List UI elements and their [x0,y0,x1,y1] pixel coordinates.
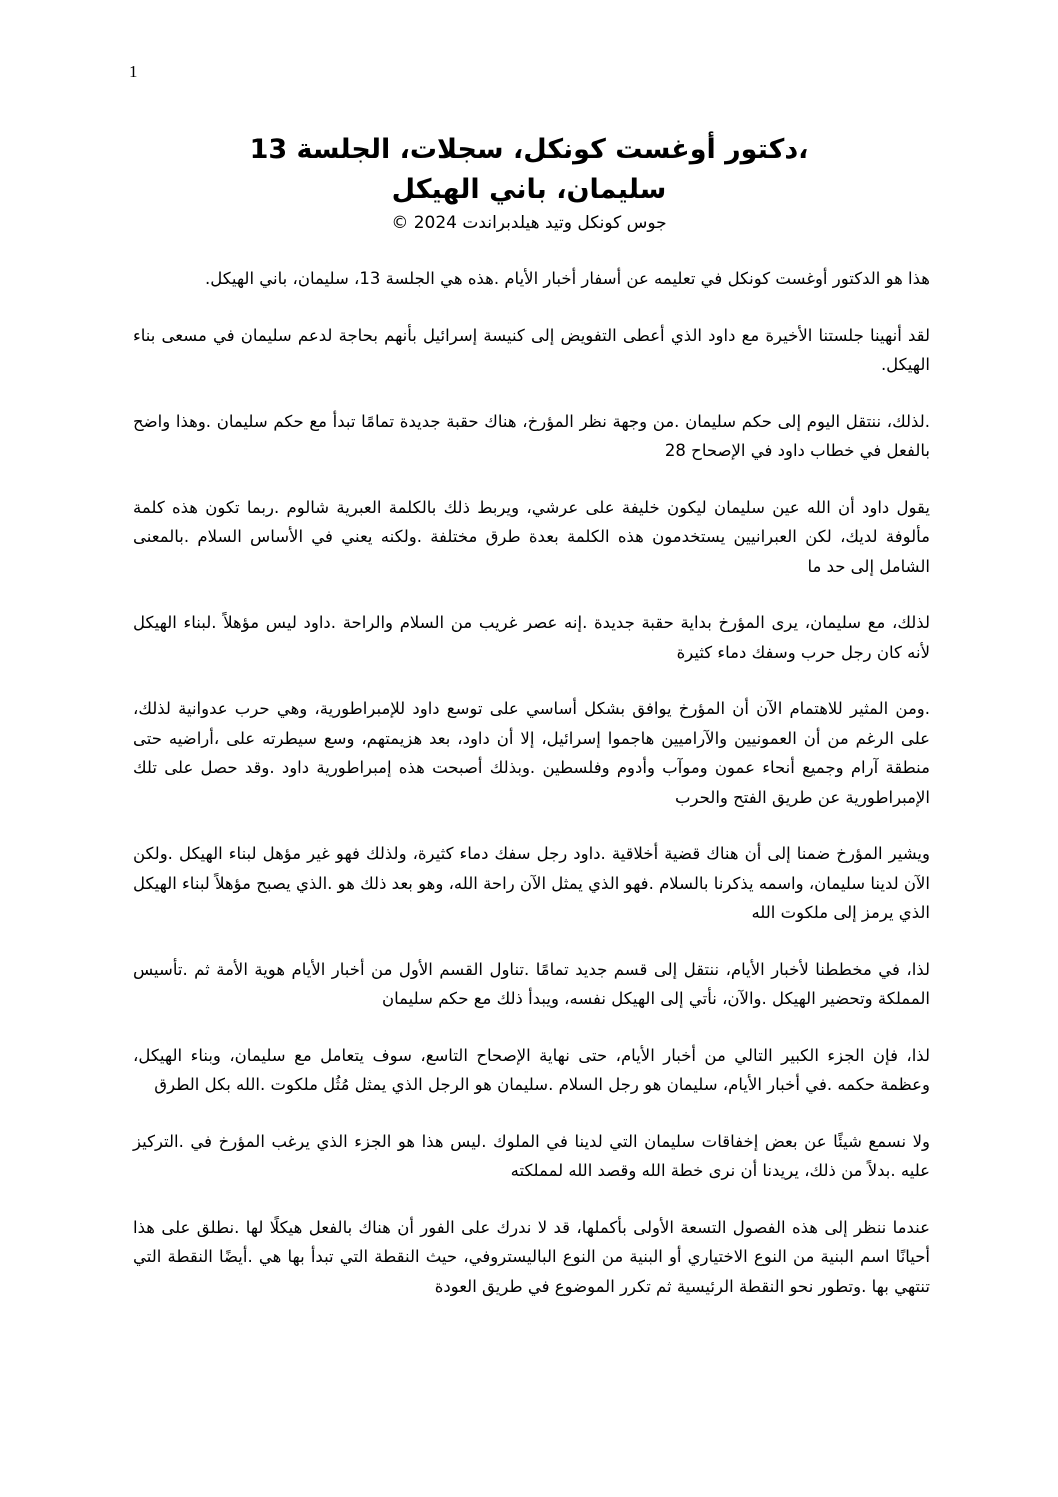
title-block [150,130,908,236]
paragraph: ولا نسمع شيئًا عن بعض إخفاقات سليمان التي لدينا في الملوك .ليس هذا هو الجزء الذي يرغب المؤرخ في .التركيز عليه .بدلاً من ذلك، يريدنا أن نرى خطة الله وقصد الله لمملكته [133,1131,930,1180]
document-title-line-1: ،دكتور أوغست كونكل، سجلات، الجلسة 13 [249,134,809,165]
paragraph: يقول داود أن الله عين سليمان ليكون خليفة على عرشي، ويربط ذلك بالكلمة العبرية شالوم .ربما تكون هذه كلمة مألوفة لديك، لكن العبرانيين يستخدمون هذه الكلمة بعدة طرق مختلفة .ولكنه يعني في الأساس السلام .بالمعنى الشامل إلى حد ما [133,497,930,576]
document-title-line-2: سليمان، باني الهيكل [391,174,667,205]
document-body [133,264,930,1328]
paragraph: هذا هو الدكتور أوغست كونكل في تعليمه عن أسفار أخبار الأيام .هذه هي الجلسة 13، سليمان، باني الهيكل. [205,269,930,288]
paragraph: لذا، فإن الجزء الكبير التالي من أخبار الأيام، حتى نهاية الإصحاح التاسع، سوف يتعامل مع سليمان، وبناء الهيكل، وعظمة حكمه .في أخبار الأيام، سليمان هو رجل السلام .سليمان هو الرجل الذي يمثل مُثُل ملكوت .الله بكل الطرق [133,1045,930,1094]
paragraph: ويشير المؤرخ ضمنا إلى أن هناك قضية أخلاقية .داود رجل سفك دماء كثيرة، ولذلك فهو غير مؤهل لبناء الهيكل .ولكن الآن لدينا سليمان، واسمه يذكرنا بالسلام .فهو الذي يمثل الآن راحة الله، وهو بعد ذلك هو .الذي يصبح مؤهلاً لبناء الهيكل الذي يرمز إلى ملكوت الله [133,844,930,922]
paragraph: .ومن المثير للاهتمام الآن أن المؤرخ يوافق بشكل أساسي على توسع داود للإمبراطورية، وهي حرب عدوانية لذلك، على الرغم من أن العمونيين والآراميين هاجموا إسرائيل، إلا أن داود، بعد هزيمتهم، وسع سيطرته على ،أراضيه حتى منطقة آرام وجميع أنحاء عمون وموآب وأدوم وفلسطين .وبذلك أصبحت هذه إمبراطورية داود .وقد حصل على تلك الإمبراطورية عن طريق الفتح والحرب [133,699,930,807]
paragraph: لذلك، مع سليمان، يرى المؤرخ بداية حقبة جديدة .إنه عصر غريب من السلام والراحة .داود ليس مؤهلاً .لبناء الهيكل لأنه كان رجل حرب وسفك دماء كثيرة [133,613,930,662]
paragraph: لقد أنهينا جلستنا الأخيرة مع داود الذي أعطى التفويض إلى كنيسة إسرائيل بأنهم بحاجة لدعم سليمان في مسعى بناء الهيكل. [133,325,930,374]
copyright-notice: جوس كونكل وتيد هيلدبراندت 2024 © [391,213,667,233]
paragraph: .لذلك، ننتقل اليوم إلى حكم سليمان .من وجهة نظر المؤرخ، هناك حقبة جديدة تمامًا تبدأ مع حكم سليمان .وهذا واضح بالفعل في خطاب داود في الإصحاح 28 [133,411,930,460]
paragraph: عندما ننظر إلى هذه الفصول التسعة الأولى بأكملها، قد لا ندرك على الفور أن هناك بالفعل هيكلًا لها .نطلق على هذا أحيانًا اسم البنية من النوع الاختياري أو البنية من النوع الباليستروفي، حيث النقطة التي تبدأ بها هي .أيضًا النقطة التي تنتهي بها .وتطور نحو النقطة الرئيسية ثم تكرر الموضوع في طريق العودة [133,1217,930,1296]
paragraph: لذا، في مخططنا لأخبار الأيام، ننتقل إلى قسم جديد تمامًا .تناول القسم الأول من أخبار الأيام هوية الأمة ثم .تأسيس المملكة وتحضير الهيكل .والآن، نأتي إلى الهيكل نفسه، ويبدأ ذلك مع حكم سليمان [133,959,930,1008]
page-number: 1 [129,62,138,81]
